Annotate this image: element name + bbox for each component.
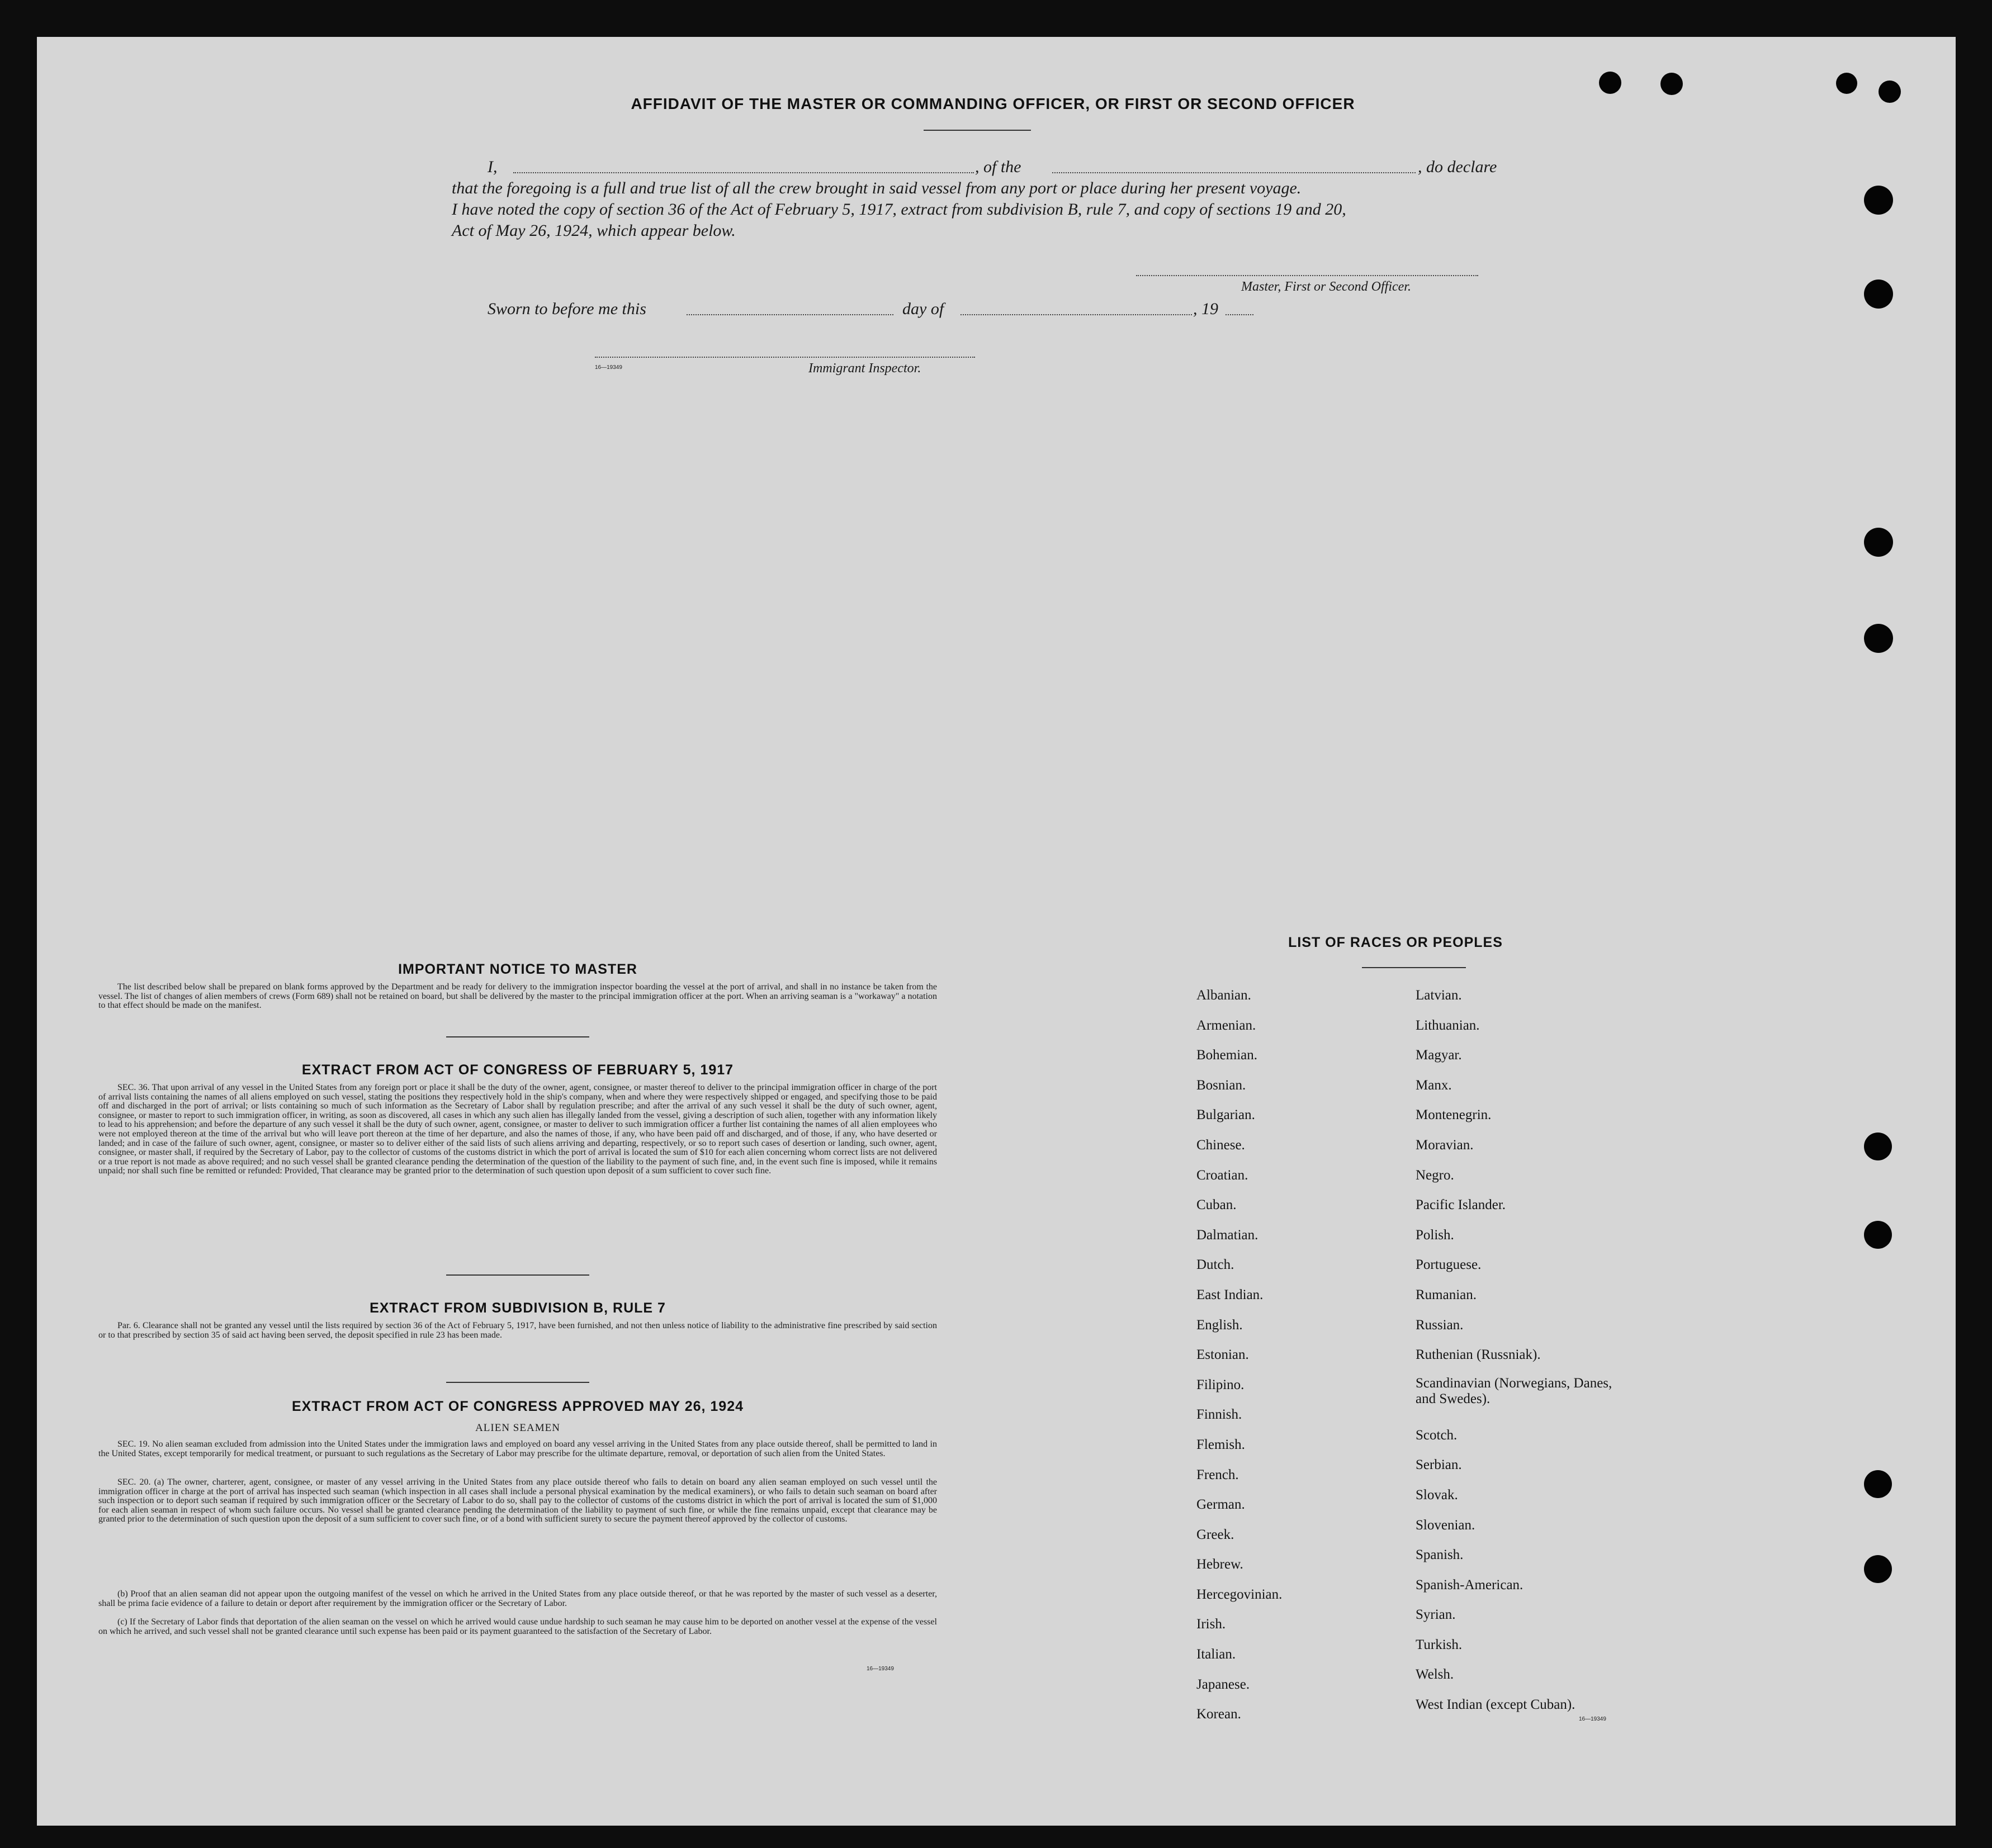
punch-hole	[1864, 1221, 1892, 1249]
vessel-blank	[1052, 172, 1416, 173]
extract-1924-sec20c: (c) If the Secretary of Labor finds that deportation of the alien seaman on the vessel on which he arrived would cause undue hardship to such seaman he may cause him to be deported on another vessel at the expense of the vessel on which he arrived, and such vessel shall not be granted clearance until such expense has been paid or its payment guaranteed to the satisfaction of the Secretary of Labor.	[98, 1617, 937, 1636]
race-item: Slovenian.	[1416, 1517, 1475, 1533]
race-item: Cuban.	[1196, 1197, 1237, 1213]
day-of-label: day of	[902, 300, 944, 318]
extract-1924-sec19: SEC. 19. No alien seaman excluded from admission into the United States under the immigration laws and employed on board any vessel arriving in the United States from any place outside thereof, shall be permitted to land in the United States, except temporarily for medical treatment, or pursuant to such regulations as the Secretary of Labor may prescribe for the ultimate departure, removal, or deportation of such alien from the United States.	[98, 1439, 937, 1458]
punch-hole	[1864, 1555, 1892, 1583]
race-item: Polish.	[1416, 1227, 1454, 1243]
races-divider	[1362, 967, 1466, 968]
race-item: Russian.	[1416, 1317, 1464, 1333]
race-item: Dutch.	[1196, 1257, 1234, 1273]
races-right-column	[1416, 980, 1617, 1720]
notice-divider	[446, 1036, 589, 1037]
affidavit-first-line	[488, 158, 1550, 180]
punch-hole	[1599, 72, 1621, 94]
races-title: LIST OF RACES OR PEOPLES	[1288, 935, 1503, 950]
punch-hole	[1864, 279, 1893, 309]
signature-caption: Master, First or Second Officer.	[1241, 279, 1411, 294]
race-item: Latvian.	[1416, 988, 1462, 1003]
races-left-column	[1196, 980, 1282, 1729]
affidavit-form-number: 16—19349	[595, 364, 622, 371]
race-item: Flemish.	[1196, 1437, 1245, 1452]
race-item: Negro.	[1416, 1167, 1454, 1183]
extract-1917-text: SEC. 36. That upon arrival of any vessel in the United States from any foreign port or place it shall be the duty of the owner, agent, consignee, or master thereof to deliver to the principal immigration officer in charge of the port of arrival lists containing the names of all aliens employed on such vessel, stating the positions they respectively hold in the ship's company, when and where they were respectively shipped or engaged, and specifying those to be paid off and discharged in the port of arrival; or lists containing so much of such information as the Secretary of Labor shall by regulation prescribe; and after the arrival of any such vessel it shall be the duty of such owner, agent, consignee, or master to report to such immigration officer, in writing, as soon as discovered, all cases in which any such alien has illegally landed from the vessel, giving a description of such alien, together with any information likely to lead to his apprehension; and before the departure of any such vessel it shall be the duty of such owner, agent, consignee, or master to deliver to such immigration officer a further list containing the names of all alien employees who were not employed thereon at the time of the arrival but who will leave port thereon at the time of her departure, and also the names of those, if any, who have been paid off and discharged, and of those, if any, who have deserted or landed; and in case of the failure of such owner, agent, consignee, or master so to deliver either of the said lists of such aliens arriving and departing, respectively, or so to report such cases of desertion or landing, such owner, agent, consignee, or master shall, if required by the Secretary of Labor, pay to the collector of customs of the customs district in which the port of arrival is located the sum of $10 for each alien concerning whom correct lists are not delivered or a true report is not made as above required; and no such vessel shall be granted clearance pending the determination of the question of the liability to the payment of such fine, and, in the event such fine is imposed, while it remains unpaid; nor shall such fine be remitted or refunded: Provided, That clearance may be granted prior to the determination of such question upon deposit of a sum sufficient to cover such fine.	[98, 1083, 937, 1176]
races-form-number: 16—19349	[1579, 1716, 1606, 1722]
race-item: Armenian.	[1196, 1017, 1256, 1033]
sworn-month-blank	[960, 314, 1192, 315]
race-item: Italian.	[1196, 1647, 1236, 1662]
extract-1924-sec20b: (b) Proof that an alien seaman did not appear upon the outgoing manifest of the vessel on which he arrived in the United States from any place outside thereof, or that he was reported by the master of such vessel as a deserter, shall be prima facie evidence of a failure to detain or deport after requirement by the immigration officer or the Secretary of Labor.	[98, 1589, 937, 1608]
name-blank	[513, 172, 974, 173]
punch-hole	[1836, 73, 1857, 94]
race-item: Irish.	[1196, 1617, 1226, 1632]
i-label: I,	[488, 158, 498, 176]
race-item: Pacific Islander.	[1416, 1197, 1506, 1213]
extract-1924-sec20a: SEC. 20. (a) The owner, charterer, agent, consignee, or master of any vessel arriving in the United States from any place outside thereof who fails to detain on board any alien seaman employed on such vessel until the immigration officer in charge at the port of arrival has inspected such seaman (which inspection in all cases shall include a personal physical examination by the medical examiners), or who fails to detain such seaman on board after such inspection or to deport such seaman if required by such immigration officer or the Secretary of Labor to do so, shall pay to the collector of customs of the customs district in which the port of arrival is located the sum of $1,000 for each alien seaman in respect of whom such failure occurs. No vessel shall be granted clearance pending the determination of the liability to payment of such fine, or while the fine remains unpaid, except that clearance may be granted prior to the determination of such question upon the deposit of a sum sufficient to cover such fine, or of a bond with sufficient surety to secure the payment thereof approved by the collector of customs.	[98, 1477, 937, 1524]
punch-hole	[1864, 1470, 1892, 1498]
race-item: French.	[1196, 1467, 1239, 1482]
race-item: Montenegrin.	[1416, 1107, 1492, 1123]
race-item: Hercegovinian.	[1196, 1586, 1283, 1602]
notice-text: The list described below shall be prepared on blank forms approved by the Department and be ready for delivery to the immigration inspector boarding the vessel at the port of arrival, and shall in no instance be taken from the vessel. The list of changes of alien members of crews (Form 689) shall not be retained on board, but shall be delivered by the master to the principal immigration officer at the port. When an arriving seaman is a "workaway" a notation to that effect should be made on the manifest.	[98, 982, 937, 1011]
race-item: Croatian.	[1196, 1167, 1248, 1183]
extract-1917-title: EXTRACT FROM ACT OF CONGRESS OF FEBRUARY 5, 1917	[301, 1062, 734, 1078]
punch-hole	[1864, 528, 1893, 557]
inspector-caption: Immigrant Inspector.	[808, 361, 921, 376]
affidavit-body-line-2: I have noted the copy of section 36 of the Act of February 5, 1917, extract from subdivision B, rule 7, and copy of sections 19 and 20,	[452, 200, 1346, 219]
extract-rule7-divider	[446, 1382, 589, 1383]
race-item: Bohemian.	[1196, 1048, 1258, 1063]
punch-hole	[1660, 73, 1683, 95]
race-item: Ruthenian (Russniak).	[1416, 1347, 1541, 1363]
race-item: Albanian.	[1196, 988, 1251, 1003]
punch-hole	[1864, 1133, 1892, 1160]
race-item: Rumanian.	[1416, 1287, 1477, 1302]
race-item: Magyar.	[1416, 1048, 1462, 1063]
extract-rule7-text: Par. 6. Clearance shall not be granted any vessel until the lists required by section 36 of the Act of February 5, 1917, have been furnished, and not then unless notice of liability to the administrative fine prescribed by said section or to that prescribed by section 35 of said act having been served, the deposit specified in rule 23 has been made.	[98, 1321, 937, 1340]
notice-title: IMPORTANT NOTICE TO MASTER	[398, 961, 637, 977]
race-item: Japanese.	[1196, 1676, 1250, 1692]
extract-1924-title: EXTRACT FROM ACT OF CONGRESS APPROVED MAY 26, 1924	[291, 1399, 744, 1414]
race-item: Filipino.	[1196, 1377, 1245, 1392]
extract-rule7-title: EXTRACT FROM SUBDIVISION B, RULE 7	[370, 1300, 666, 1316]
sworn-day-blank	[687, 314, 893, 315]
inspector-signature-blank	[595, 357, 975, 358]
race-item: Slovak.	[1416, 1487, 1458, 1503]
race-item: Estonian.	[1196, 1347, 1249, 1363]
race-item: Korean.	[1196, 1707, 1241, 1722]
title-divider	[924, 130, 1031, 131]
affidavit-body-line-1: that the foregoing is a full and true list of all the crew brought in said vessel from any port or place during her present voyage.	[452, 179, 1302, 197]
extract-form-number: 16—19349	[867, 1666, 894, 1672]
punch-hole	[1879, 80, 1901, 103]
alien-seamen-subtitle: ALIEN SEAMEN	[475, 1422, 560, 1434]
race-item: German.	[1196, 1497, 1245, 1513]
signature-blank	[1136, 275, 1478, 276]
of-the-label: , of the	[975, 158, 1021, 176]
race-item: Greek.	[1196, 1527, 1234, 1542]
race-item: Moravian.	[1416, 1137, 1474, 1153]
affidavit-title: AFFIDAVIT OF THE MASTER OR COMMANDING OFFICER, OR FIRST OR SECOND OFFICER	[631, 95, 1355, 112]
year-blank	[1226, 314, 1253, 315]
affidavit-body-line-3: Act of May 26, 1924, which appear below.	[452, 221, 736, 240]
punch-hole	[1864, 624, 1893, 653]
document-sheet	[37, 37, 1956, 1826]
race-item: Bosnian.	[1196, 1077, 1246, 1093]
race-item: East Indian.	[1196, 1287, 1264, 1302]
sworn-line	[488, 300, 1326, 322]
race-item: Scotch.	[1416, 1427, 1458, 1443]
year-prefix: , 19	[1193, 300, 1218, 318]
race-item: Lithuanian.	[1416, 1017, 1480, 1033]
race-item: Finnish.	[1196, 1407, 1242, 1423]
race-item: Manx.	[1416, 1077, 1452, 1093]
race-item: Chinese.	[1196, 1137, 1245, 1153]
race-item: Spanish.	[1416, 1547, 1464, 1563]
race-item: English.	[1196, 1317, 1243, 1333]
race-item: Turkish.	[1416, 1637, 1463, 1652]
race-item: Bulgarian.	[1196, 1107, 1255, 1123]
race-item: Dalmatian.	[1196, 1227, 1258, 1243]
race-item: West Indian (except Cuban).	[1416, 1697, 1575, 1713]
race-item: Welsh.	[1416, 1667, 1454, 1683]
race-item: Hebrew.	[1196, 1557, 1243, 1572]
punch-hole	[1864, 186, 1893, 215]
race-item: Syrian.	[1416, 1607, 1456, 1623]
race-item: Spanish-American.	[1416, 1577, 1523, 1593]
sworn-label: Sworn to before me this	[488, 300, 646, 318]
do-declare-label: , do declare	[1418, 158, 1497, 176]
race-item: Serbian.	[1416, 1457, 1462, 1473]
race-item: Scandinavian (Norwegians, Danes, and Swedes).	[1416, 1375, 1612, 1406]
extract-1917-divider	[446, 1274, 589, 1276]
race-item: Portuguese.	[1416, 1257, 1482, 1273]
